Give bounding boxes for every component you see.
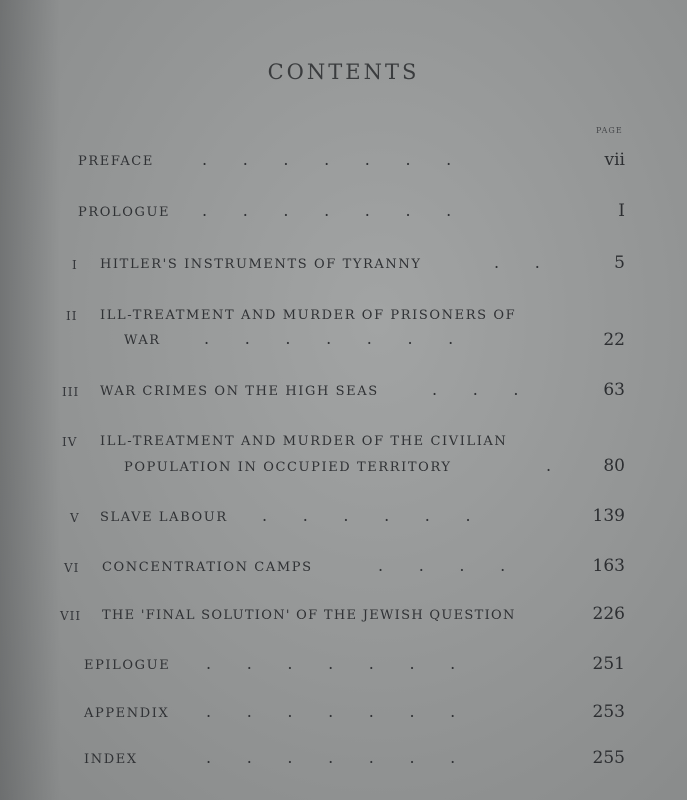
entry-title: PREFACE bbox=[78, 154, 154, 169]
page-column-label: PAGE bbox=[596, 126, 623, 135]
entry-title: WAR CRIMES ON THE HIGH SEAS bbox=[100, 384, 379, 399]
dot-leader: . . bbox=[494, 253, 540, 272]
entry-page: 22 bbox=[603, 330, 625, 350]
entry-page: 251 bbox=[592, 654, 625, 674]
toc-entry-epilogue[interactable] bbox=[0, 654, 687, 678]
dot-leader: . . . bbox=[432, 380, 519, 399]
toc-entry-appendix[interactable] bbox=[0, 702, 687, 726]
entry-page: 253 bbox=[592, 702, 625, 722]
dot-leader: . . . . . . bbox=[262, 506, 471, 525]
chapter-numeral: VII bbox=[60, 609, 82, 623]
toc-entry-chapter-6[interactable] bbox=[0, 556, 687, 580]
toc-entry-chapter-4[interactable] bbox=[0, 430, 687, 478]
entry-title: PROLOGUE bbox=[78, 205, 171, 220]
entry-page: 5 bbox=[614, 253, 625, 273]
entry-title: ILL-TREATMENT AND MURDER OF PRISONERS OF bbox=[100, 308, 517, 323]
entry-page: vii bbox=[604, 150, 625, 170]
entry-page: 63 bbox=[603, 380, 625, 400]
toc-entry-chapter-7[interactable] bbox=[0, 604, 687, 628]
entry-title: INDEX bbox=[84, 752, 138, 767]
toc-entry-prologue[interactable] bbox=[0, 201, 687, 225]
dot-leader: . . . . . . . bbox=[202, 150, 452, 169]
entry-page: 163 bbox=[592, 556, 625, 576]
dot-leader: . . . . . . . bbox=[206, 702, 456, 721]
toc-entry-chapter-2[interactable] bbox=[0, 304, 687, 352]
chapter-numeral: V bbox=[70, 511, 80, 525]
entry-title: SLAVE LABOUR bbox=[100, 510, 228, 525]
entry-title: CONCENTRATION CAMPS bbox=[102, 560, 313, 575]
chapter-numeral: I bbox=[72, 258, 78, 272]
entry-title-continued: WAR bbox=[124, 333, 161, 348]
chapter-numeral: VI bbox=[64, 561, 80, 575]
entry-title: HITLER'S INSTRUMENTS OF TYRANNY bbox=[100, 257, 422, 272]
dot-leader: . . . . . . . bbox=[206, 748, 456, 767]
toc-entry-chapter-3[interactable] bbox=[0, 380, 687, 404]
entry-title: THE 'FINAL SOLUTION' OF THE JEWISH QUESTION bbox=[102, 608, 516, 623]
entry-page: 139 bbox=[592, 506, 625, 526]
entry-page: 226 bbox=[592, 604, 625, 624]
entry-page: 80 bbox=[603, 456, 625, 476]
dot-leader: . . . . . . . bbox=[206, 654, 456, 673]
dot-leader: . . . . . . . bbox=[204, 329, 454, 348]
toc-entry-chapter-1[interactable] bbox=[0, 253, 687, 277]
dot-leader: . . . . bbox=[378, 556, 506, 575]
entry-page: I bbox=[618, 201, 625, 221]
entry-title: EPILOGUE bbox=[84, 658, 171, 673]
entry-title: ILL-TREATMENT AND MURDER OF THE CIVILIAN bbox=[100, 434, 508, 449]
entry-page: 255 bbox=[592, 748, 625, 768]
dot-leader: . bbox=[546, 456, 552, 475]
chapter-numeral: III bbox=[62, 385, 80, 399]
toc-entry-index[interactable] bbox=[0, 748, 687, 772]
toc-entry-preface[interactable] bbox=[0, 150, 687, 174]
chapter-numeral: II bbox=[66, 309, 78, 323]
entry-title-continued: POPULATION IN OCCUPIED TERRITORY bbox=[124, 460, 452, 475]
entry-title: APPENDIX bbox=[84, 706, 170, 721]
toc-entry-chapter-5[interactable] bbox=[0, 506, 687, 530]
page-title: CONTENTS bbox=[267, 60, 420, 84]
chapter-numeral: IV bbox=[62, 435, 78, 449]
dot-leader: . . . . . . . bbox=[202, 201, 452, 220]
